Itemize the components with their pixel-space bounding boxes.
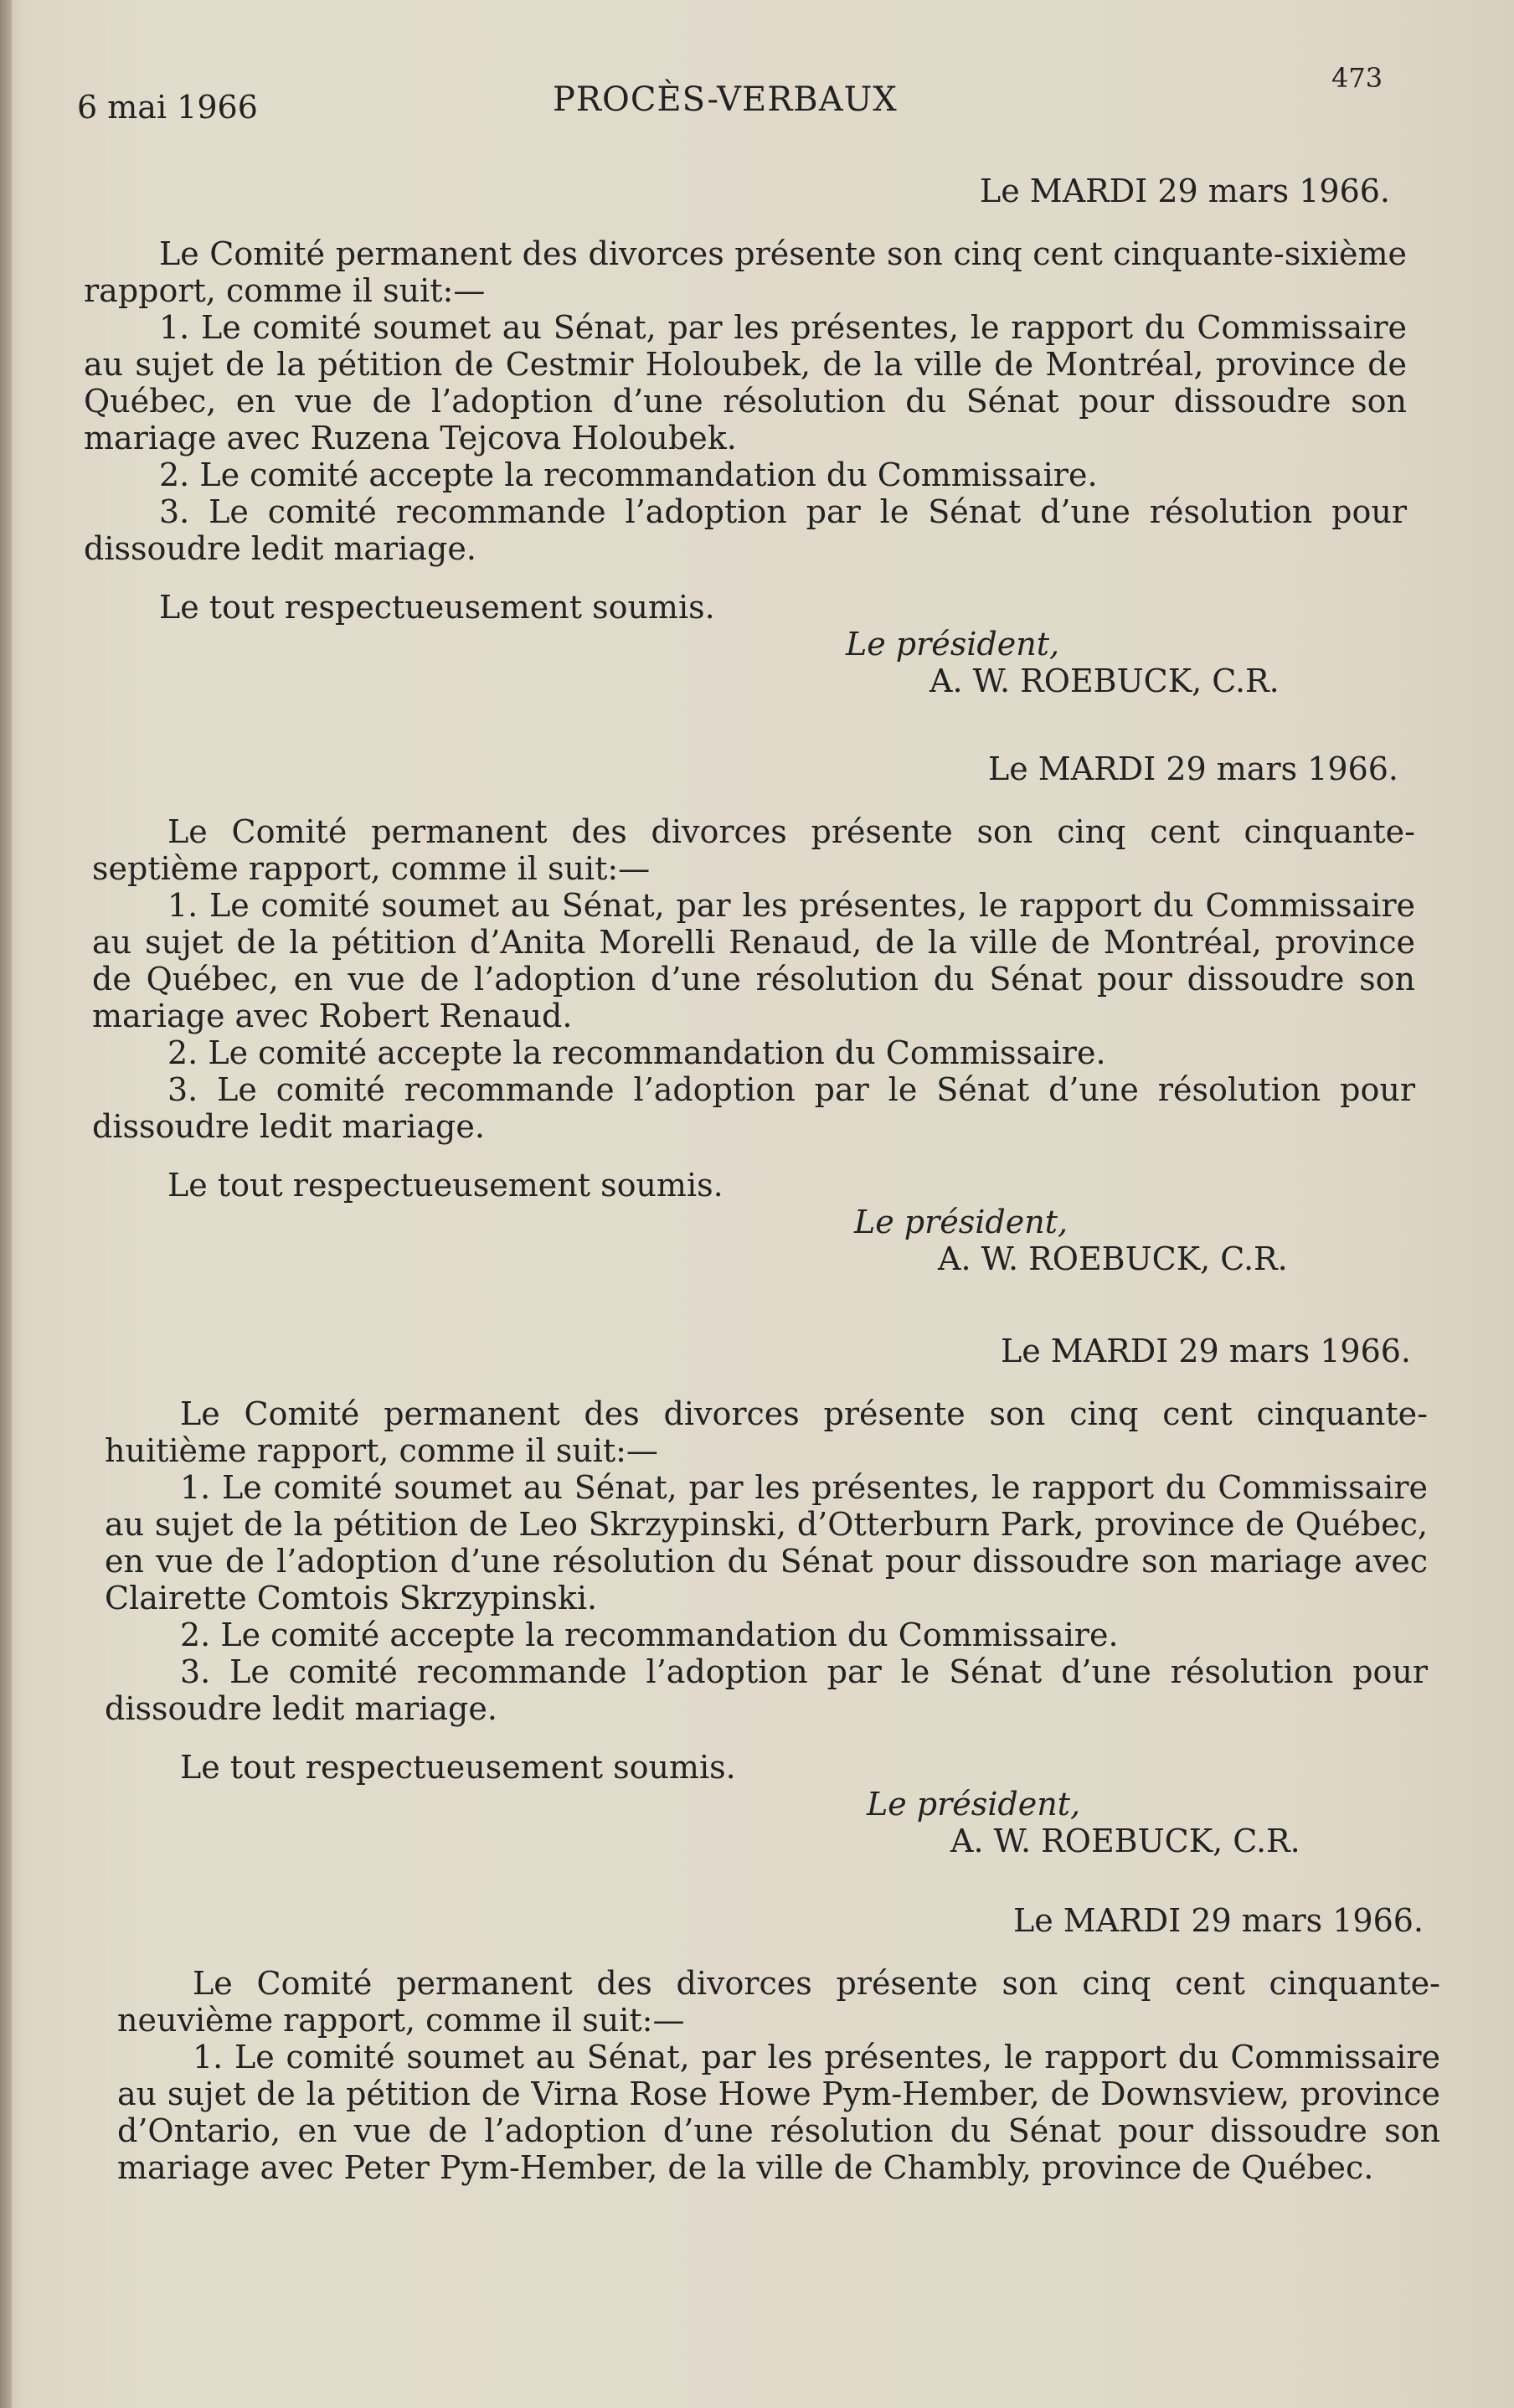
running-header bbox=[0, 62, 1514, 131]
report-intro: Le Comité permanent des divorces présente son cinq cent cinquante-septième rapport, comme il suit:— bbox=[92, 813, 1415, 887]
signature-block bbox=[854, 1204, 1415, 1277]
signer-role: Le président, bbox=[854, 1204, 1069, 1240]
report-item-3: 3. Le comité recommande l’adoption par le Sénat d’une résolution pour dissoudre ledit mariage. bbox=[92, 1071, 1415, 1145]
signer-name: A. W. ROEBUCK, C.R. bbox=[938, 1240, 1288, 1277]
report-closing: Le tout respectueusement soumis. bbox=[167, 1167, 724, 1204]
report-558 bbox=[105, 1332, 1428, 1859]
signature-block bbox=[846, 626, 1407, 699]
report-closing: Le tout respectueusement soumis. bbox=[159, 589, 715, 626]
report-559 bbox=[117, 1901, 1440, 2186]
report-item-2: 2. Le comité accepte la recommandation du Commissaire. bbox=[159, 456, 1098, 493]
report-date: Le MARDI 29 mars 1966. bbox=[1000, 1333, 1411, 1369]
report-item-1: 1. Le comité soumet au Sénat, par les présentes, le rapport du Commissaire au sujet de la pétition d’Anita Morelli Renaud, de la ville de Montréal, province de Québec, en vue de l’adoption d’une résolution du Sénat pour dissoudre son mariage avec Robert Renaud. bbox=[92, 887, 1415, 1034]
report-item-3: 3. Le comité recommande l’adoption par le Sénat d’une résolution pour dissoudre ledit mariage. bbox=[84, 493, 1407, 567]
page-number: 473 bbox=[1331, 62, 1383, 94]
report-item-1: 1. Le comité soumet au Sénat, par les présentes, le rapport du Commissaire au sujet de la pétition de Leo Skrzypinski, d’Otterburn Park, province de Québec, en vue de l’adoption d’une résolution du Sénat pour dissoudre son mariage avec Clairette Comtois Skrzypinski. bbox=[105, 1469, 1428, 1617]
report-item-2: 2. Le comité accepte la recommandation du Commissaire. bbox=[167, 1034, 1106, 1071]
report-intro: Le Comité permanent des divorces présente son cinq cent cinquante-sixième rapport, comme il suit:— bbox=[84, 235, 1407, 309]
report-557 bbox=[92, 750, 1415, 1277]
signer-role: Le président, bbox=[846, 626, 1060, 663]
header-title: PROCÈS-VERBAUX bbox=[553, 80, 898, 119]
signer-name: A. W. ROEBUCK, C.R. bbox=[930, 663, 1280, 699]
report-intro: Le Comité permanent des divorces présente son cinq cent cinquante-neuvième rapport, comme il suit:— bbox=[117, 1965, 1440, 2039]
report-item-1: 1. Le comité soumet au Sénat, par les présentes, le rapport du Commissaire au sujet de la pétition de Cestmir Holoubek, de la ville de Montréal, province de Québec, en vue de l’adoption d’une résolution du Sénat pour dissoudre son mariage avec Ruzena Tejcova Holoubek. bbox=[84, 309, 1407, 456]
report-556 bbox=[84, 172, 1407, 699]
report-item-2: 2. Le comité accepte la recommandation du Commissaire. bbox=[180, 1617, 1119, 1653]
header-date: 6 mai 1966 bbox=[77, 89, 258, 126]
report-closing: Le tout respectueusement soumis. bbox=[180, 1749, 736, 1786]
report-item-1: 1. Le comité soumet au Sénat, par les présentes, le rapport du Commissaire au sujet de la pétition de Virna Rose Howe Pym-Hember, de Downsview, province d’Ontario, en vue de l’adoption d’une résolution du Sénat pour dissoudre son mariage avec Peter Pym-Hember, de la ville de Chambly, province de Québec. bbox=[117, 2039, 1440, 2186]
report-item-3: 3. Le comité recommande l’adoption par le Sénat d’une résolution pour dissoudre ledit mariage. bbox=[105, 1653, 1428, 1727]
report-date: Le MARDI 29 mars 1966. bbox=[1012, 1902, 1424, 1939]
report-date: Le MARDI 29 mars 1966. bbox=[979, 173, 1390, 209]
report-date: Le MARDI 29 mars 1966. bbox=[987, 750, 1398, 787]
page-binding-edge bbox=[0, 0, 12, 2408]
signature-block bbox=[867, 1786, 1428, 1859]
signer-name: A. W. ROEBUCK, C.R. bbox=[950, 1823, 1300, 1859]
signer-role: Le président, bbox=[867, 1786, 1081, 1823]
report-intro: Le Comité permanent des divorces présente son cinq cent cinquante-huitième rapport, comme il suit:— bbox=[105, 1395, 1428, 1469]
